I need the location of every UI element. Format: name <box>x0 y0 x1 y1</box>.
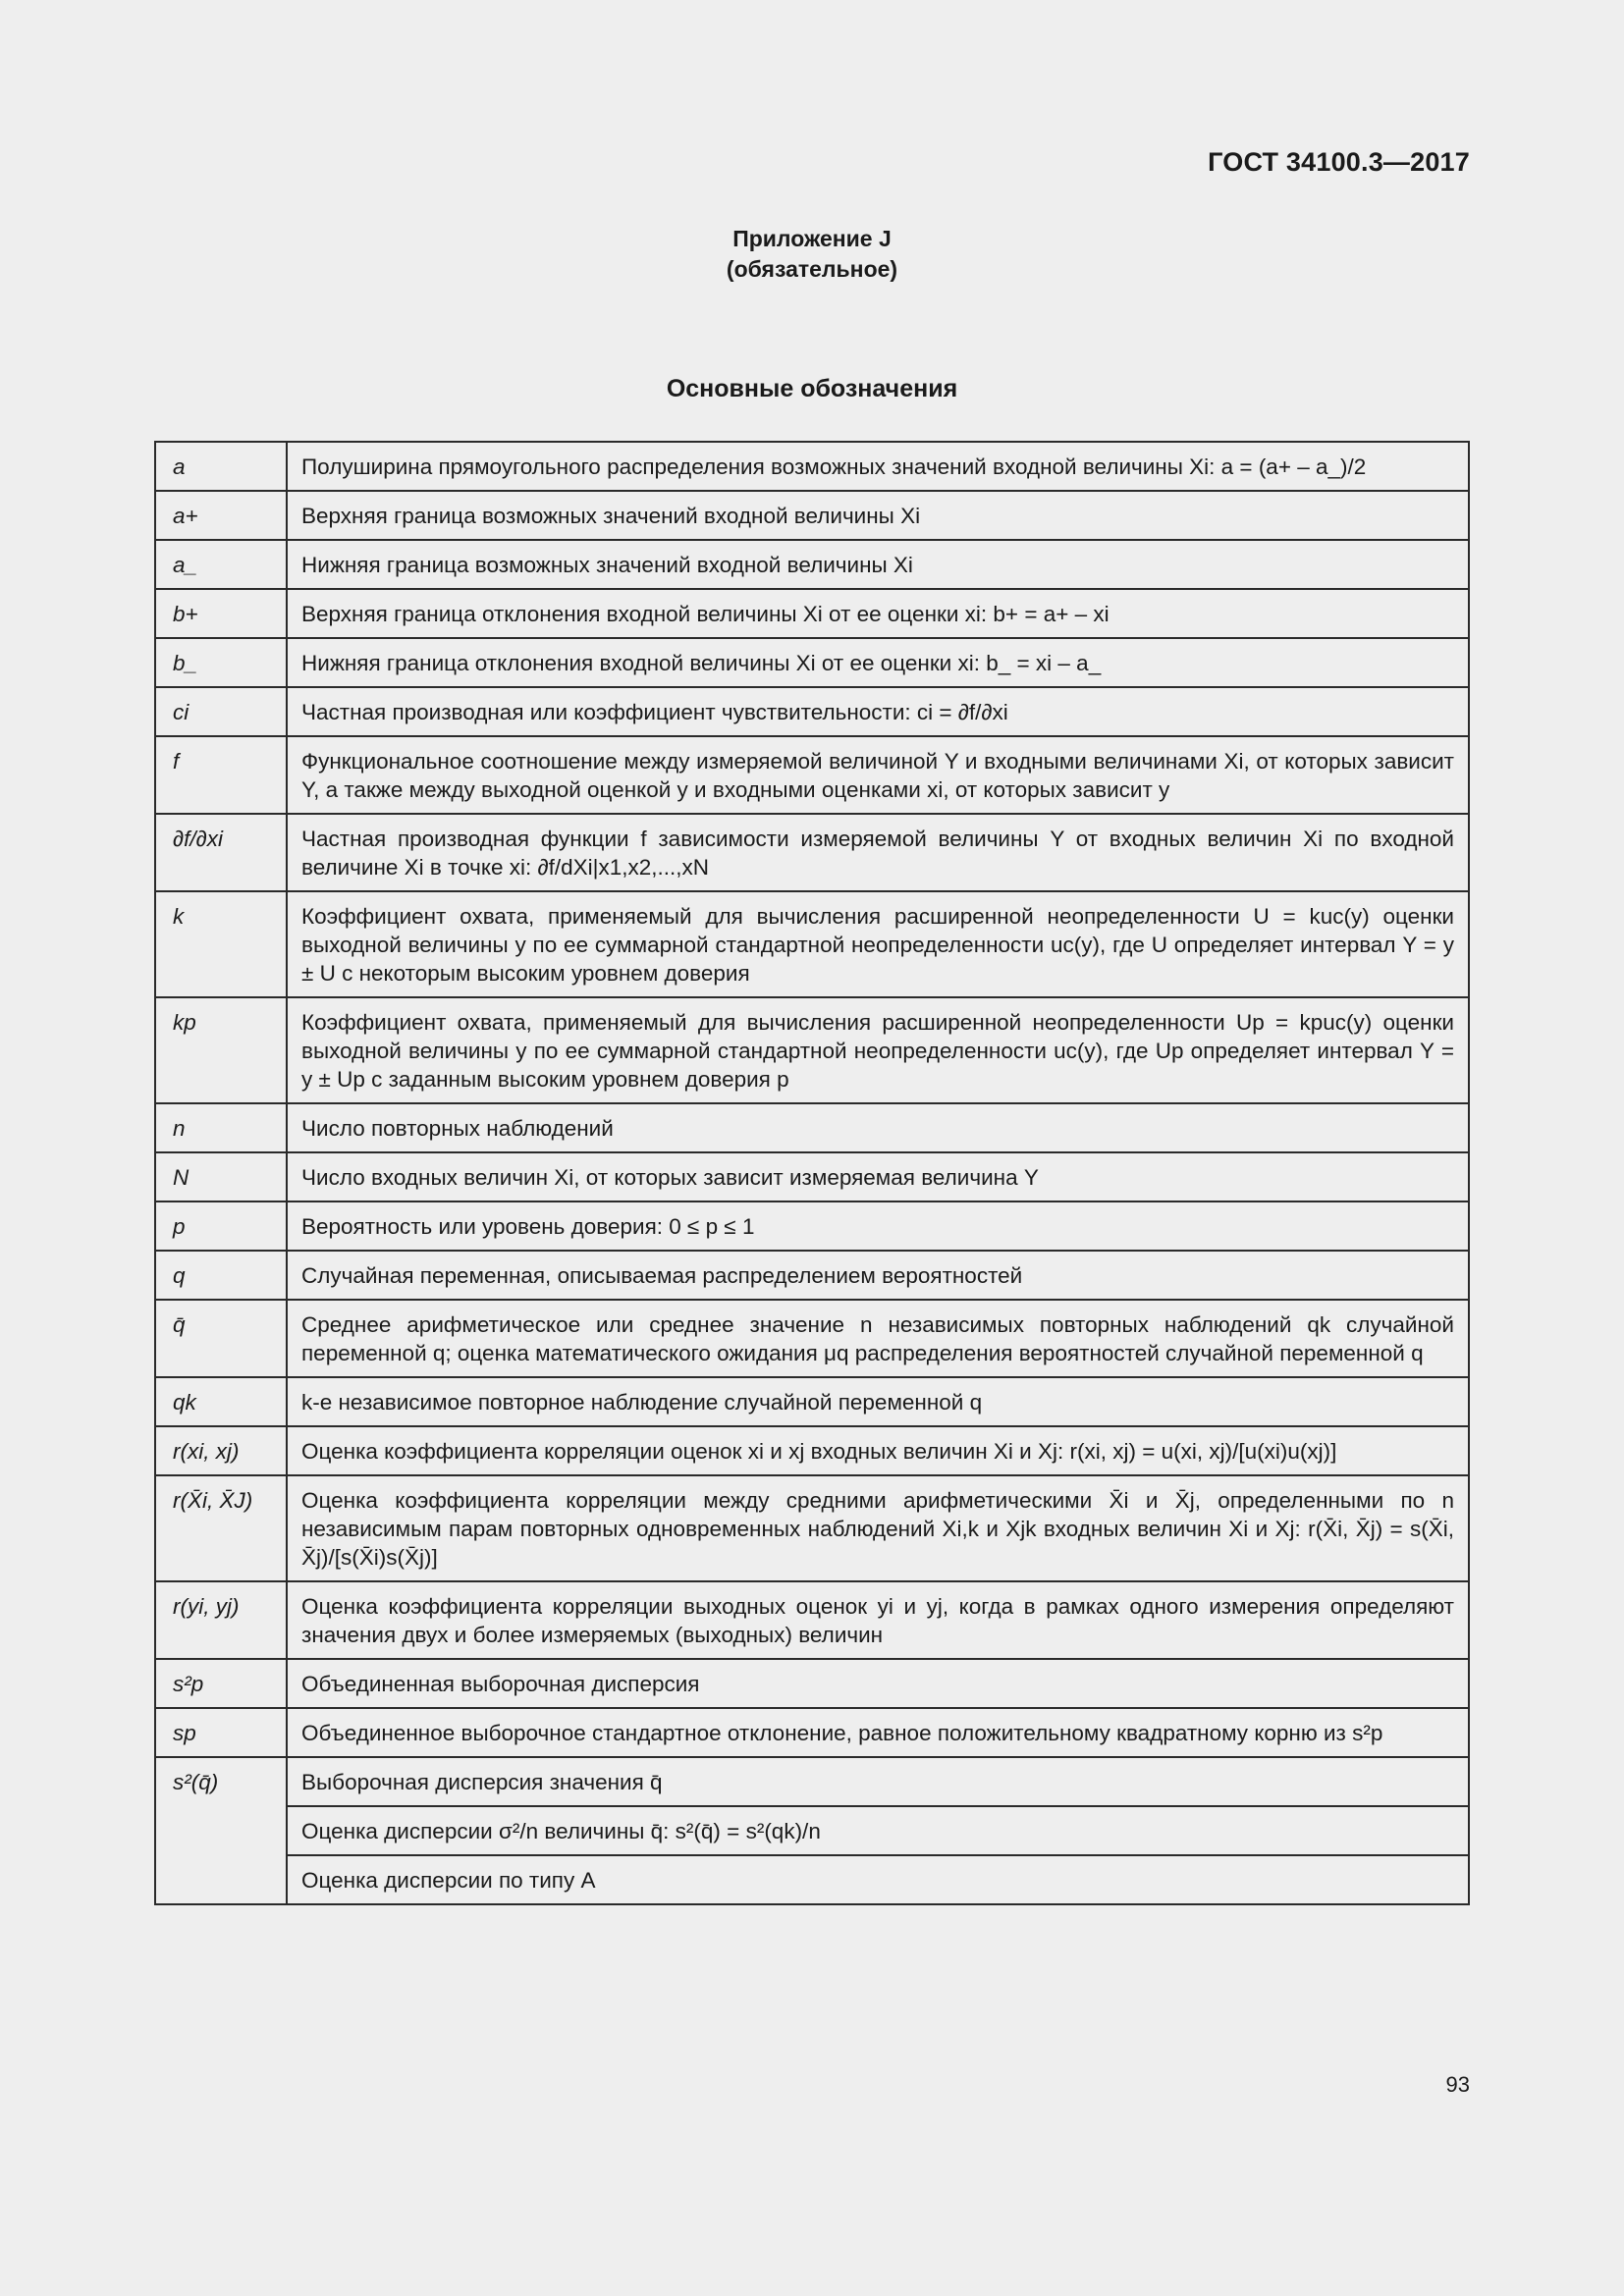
table-row <box>155 1806 1469 1855</box>
description-cell: Оценка дисперсии σ²/n величины q̄: s²(q̄) = s²(qk)/n <box>287 1806 1469 1855</box>
table-row <box>155 814 1469 891</box>
description-cell: Среднее арифметическое или среднее значение n независимых повторных наблюдений qk случайной переменной q; оценка математического ожидания μq распределения вероятностей случайной переменной q <box>287 1300 1469 1377</box>
symbol-cell: a+ <box>155 491 287 540</box>
description-cell: Вероятность или уровень доверия: 0 ≤ p ≤ 1 <box>287 1201 1469 1251</box>
table-row <box>155 589 1469 638</box>
table-row <box>155 1581 1469 1659</box>
table-row <box>155 540 1469 589</box>
symbol-cell: qk <box>155 1377 287 1426</box>
table-row <box>155 736 1469 814</box>
symbol-cell: q̄ <box>155 1300 287 1377</box>
symbol-cell: n <box>155 1103 287 1152</box>
symbol-cell: a <box>155 442 287 491</box>
table-row <box>155 687 1469 736</box>
symbol-cell: f <box>155 736 287 814</box>
description-cell: Полуширина прямоугольного распределения возможных значений входной величины Xi: a = (a+ – a_)/2 <box>287 442 1469 491</box>
page-number: 93 <box>1445 2072 1470 2097</box>
symbol-cell: r(yi, yj) <box>155 1581 287 1659</box>
table-row <box>155 1855 1469 1904</box>
table-row <box>155 491 1469 540</box>
table-row <box>155 1201 1469 1251</box>
description-cell: Коэффициент охвата, применяемый для вычисления расширенной неопределенности Up = kpuc(y) оценки выходной величины y по ее суммарной стандартной неопределенности uc(y), где Up определяет интервал Y = y ± Up с заданным высоким уровнем доверия p <box>287 997 1469 1103</box>
description-cell: Случайная переменная, описываемая распределением вероятностей <box>287 1251 1469 1300</box>
symbol-cell: a_ <box>155 540 287 589</box>
description-cell: Частная производная функции f зависимости измеряемой величины Y от входных величин Xi по входной величине Xi в точке xi: ∂f/dXi|x1,x2,...,xN <box>287 814 1469 891</box>
symbol-cell: k <box>155 891 287 997</box>
table-row <box>155 442 1469 491</box>
table-row <box>155 1757 1469 1806</box>
table-row <box>155 1103 1469 1152</box>
symbol-cell: sp <box>155 1708 287 1757</box>
table-row <box>155 638 1469 687</box>
symbol-cell: b_ <box>155 638 287 687</box>
table-row <box>155 891 1469 997</box>
table-row <box>155 997 1469 1103</box>
symbol-cell: q <box>155 1251 287 1300</box>
description-cell: Оценка дисперсии по типу А <box>287 1855 1469 1904</box>
description-cell: Частная производная или коэффициент чувствительности: ci = ∂f/∂xi <box>287 687 1469 736</box>
description-cell: Верхняя граница отклонения входной величины Xi от ее оценки xi: b+ = a+ – xi <box>287 589 1469 638</box>
symbol-cell: p <box>155 1201 287 1251</box>
symbol-cell: ci <box>155 687 287 736</box>
table-row <box>155 1300 1469 1377</box>
description-cell: Число входных величин Xi, от которых зависит измеряемая величина Y <box>287 1152 1469 1201</box>
appendix-status: (обязательное) <box>726 256 898 282</box>
description-cell: Выборочная дисперсия значения q̄ <box>287 1757 1469 1806</box>
appendix-title: Приложение J <box>732 226 892 251</box>
symbols-table <box>154 441 1470 1905</box>
symbol-cell: r(xi, xj) <box>155 1426 287 1475</box>
description-cell: Функциональное соотношение между измеряемой величиной Y и входными величинами Xi, от которых зависит Y, а также между выходной оценкой y и входными оценками xi, от которых зависит y <box>287 736 1469 814</box>
symbol-cell: ∂f/∂xi <box>155 814 287 891</box>
table-row <box>155 1251 1469 1300</box>
description-cell: Объединенное выборочное стандартное отклонение, равное положительному квадратному корню из s²p <box>287 1708 1469 1757</box>
symbol-cell: kp <box>155 997 287 1103</box>
description-cell: Объединенная выборочная дисперсия <box>287 1659 1469 1708</box>
symbol-cell: N <box>155 1152 287 1201</box>
description-cell: Нижняя граница возможных значений входной величины Xi <box>287 540 1469 589</box>
description-cell: Оценка коэффициента корреляции оценок xi и xj входных величин Xi и Xj: r(xi, xj) = u(xi, xj)/[u(xi)u(xj)] <box>287 1426 1469 1475</box>
table-row <box>155 1426 1469 1475</box>
symbol-cell: s²(q̄) <box>155 1757 287 1904</box>
table-row <box>155 1659 1469 1708</box>
symbol-cell: s²p <box>155 1659 287 1708</box>
symbol-cell: b+ <box>155 589 287 638</box>
description-cell: Коэффициент охвата, применяемый для вычисления расширенной неопределенности U = kuc(y) оценки выходной величины y по ее суммарной стандартной неопределенности uc(y), где U определяет интервал Y = y ± U с некоторым высоким уровнем доверия <box>287 891 1469 997</box>
description-cell: Верхняя граница возможных значений входной величины Xi <box>287 491 1469 540</box>
appendix-heading <box>0 224 1624 285</box>
description-cell: Число повторных наблюдений <box>287 1103 1469 1152</box>
table-row <box>155 1475 1469 1581</box>
description-cell: Оценка коэффициента корреляции между средними арифметическими X̄i и X̄j, определенными по n независимым парам повторных одновременных наблюдений Xi,k и Xjk входных величин Xi и Xj: r(X̄i, X̄j) = s(X̄i, X̄j)/[s(X̄i)s(X̄j)] <box>287 1475 1469 1581</box>
description-cell: Оценка коэффициента корреляции выходных оценок yi и yj, когда в рамках одного измерения определяют значения двух и более измеряемых (выходных) величин <box>287 1581 1469 1659</box>
table-row <box>155 1152 1469 1201</box>
section-title: Основные обозначения <box>666 375 958 402</box>
standard-id: ГОСТ 34100.3—2017 <box>1208 147 1470 177</box>
table-row <box>155 1708 1469 1757</box>
description-cell: Нижняя граница отклонения входной величины Xi от ее оценки xi: b_ = xi – a_ <box>287 638 1469 687</box>
description-cell: k-е независимое повторное наблюдение случайной переменной q <box>287 1377 1469 1426</box>
table-row <box>155 1377 1469 1426</box>
symbol-cell: r(X̄i, X̄J) <box>155 1475 287 1581</box>
